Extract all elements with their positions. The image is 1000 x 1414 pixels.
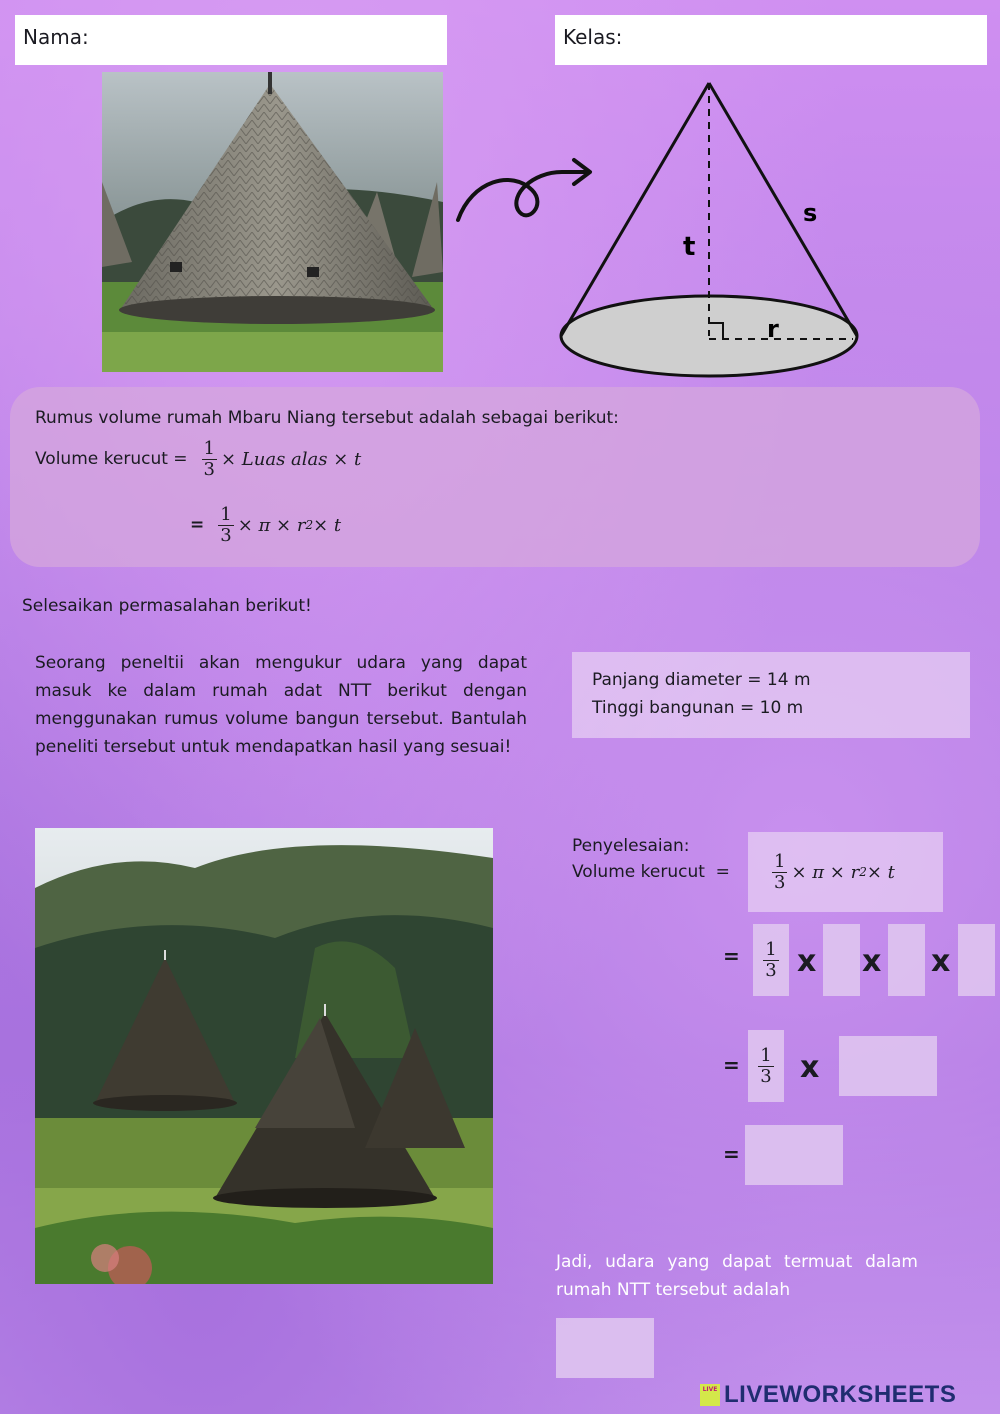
mbaru-niang-photo	[102, 72, 443, 372]
given-diameter: Panjang diameter = 14 m	[592, 670, 811, 690]
given-data-box	[572, 652, 970, 738]
cone-diagram	[555, 75, 865, 385]
answer-input-volume[interactable]	[745, 1125, 843, 1185]
answer-input-product[interactable]	[839, 1036, 937, 1096]
slant-label: s	[803, 199, 818, 227]
fraction-box	[753, 924, 789, 996]
fraction-one-third: $\frac{1}{3}$	[765, 938, 777, 981]
given-height: Tinggi bangunan = 10 m	[592, 698, 804, 718]
name-field[interactable]	[15, 15, 447, 65]
times-sign: x	[862, 944, 882, 979]
answer-input-r-squared[interactable]	[888, 924, 925, 996]
liveworksheets-logo	[700, 1382, 956, 1408]
class-field[interactable]	[555, 15, 987, 65]
conclusion-text: Jadi, udara yang dapat termuat dalam rumah NTT tersebut adalah	[556, 1252, 918, 1300]
formula-intro: Rumus volume rumah Mbaru Niang tersebut adalah sebagai berikut:	[35, 408, 619, 428]
fraction-box	[748, 1030, 784, 1102]
fraction-one-third: $\frac{1}{3}$	[774, 850, 786, 893]
fraction-one-third: $\frac{1}{3}$	[760, 1044, 772, 1087]
solution-heading: Penyelesaian:	[572, 836, 690, 856]
formula-line-1-rest: × Luas alas × t	[220, 448, 362, 470]
solution-formula-box: $\frac{1}{3}$ × π × r 2 × t	[748, 832, 943, 912]
answer-input-conclusion[interactable]	[556, 1318, 654, 1378]
formula-line-1	[35, 432, 361, 486]
solution-label: Volume kerucut =	[572, 862, 730, 882]
equals-sign: =	[723, 1142, 740, 1166]
height-label: t	[683, 232, 696, 262]
equals-sign: =	[723, 1053, 740, 1077]
fraction-one-third: $\frac{1}{3}$	[220, 503, 232, 546]
times-sign: x	[800, 1050, 820, 1085]
logo-badge: LIVE	[700, 1384, 720, 1406]
problem-text: Seorang peneltii akan mengukur udara yang dapat masuk ke dalam rumah adat NTT berikut dengan menggunakan rumus volume bangun tersebut. Bantulah peneliti tersebut untuk mendapatkan hasil yang sesuai!	[35, 653, 527, 757]
name-label: Nama:	[23, 25, 89, 49]
times-sign: x	[931, 944, 951, 979]
formula-line-2: = $\frac{1}{3}$ × π × r 2 × t	[190, 503, 342, 546]
answer-input-pi[interactable]	[823, 924, 860, 996]
logo-text: LIVEWORKSHEETS	[724, 1381, 957, 1408]
radius-label: r	[767, 315, 779, 343]
equals-sign: =	[723, 944, 740, 968]
formula-label: Volume kerucut =	[35, 449, 188, 469]
answer-input-t[interactable]	[958, 924, 995, 996]
task-instruction: Selesaikan permasalahan berikut!	[22, 596, 312, 616]
class-label: Kelas:	[563, 25, 623, 49]
times-sign: x	[797, 944, 817, 979]
village-photo	[35, 828, 493, 1284]
fraction-one-third: $\frac{1}{3}$	[203, 437, 215, 480]
